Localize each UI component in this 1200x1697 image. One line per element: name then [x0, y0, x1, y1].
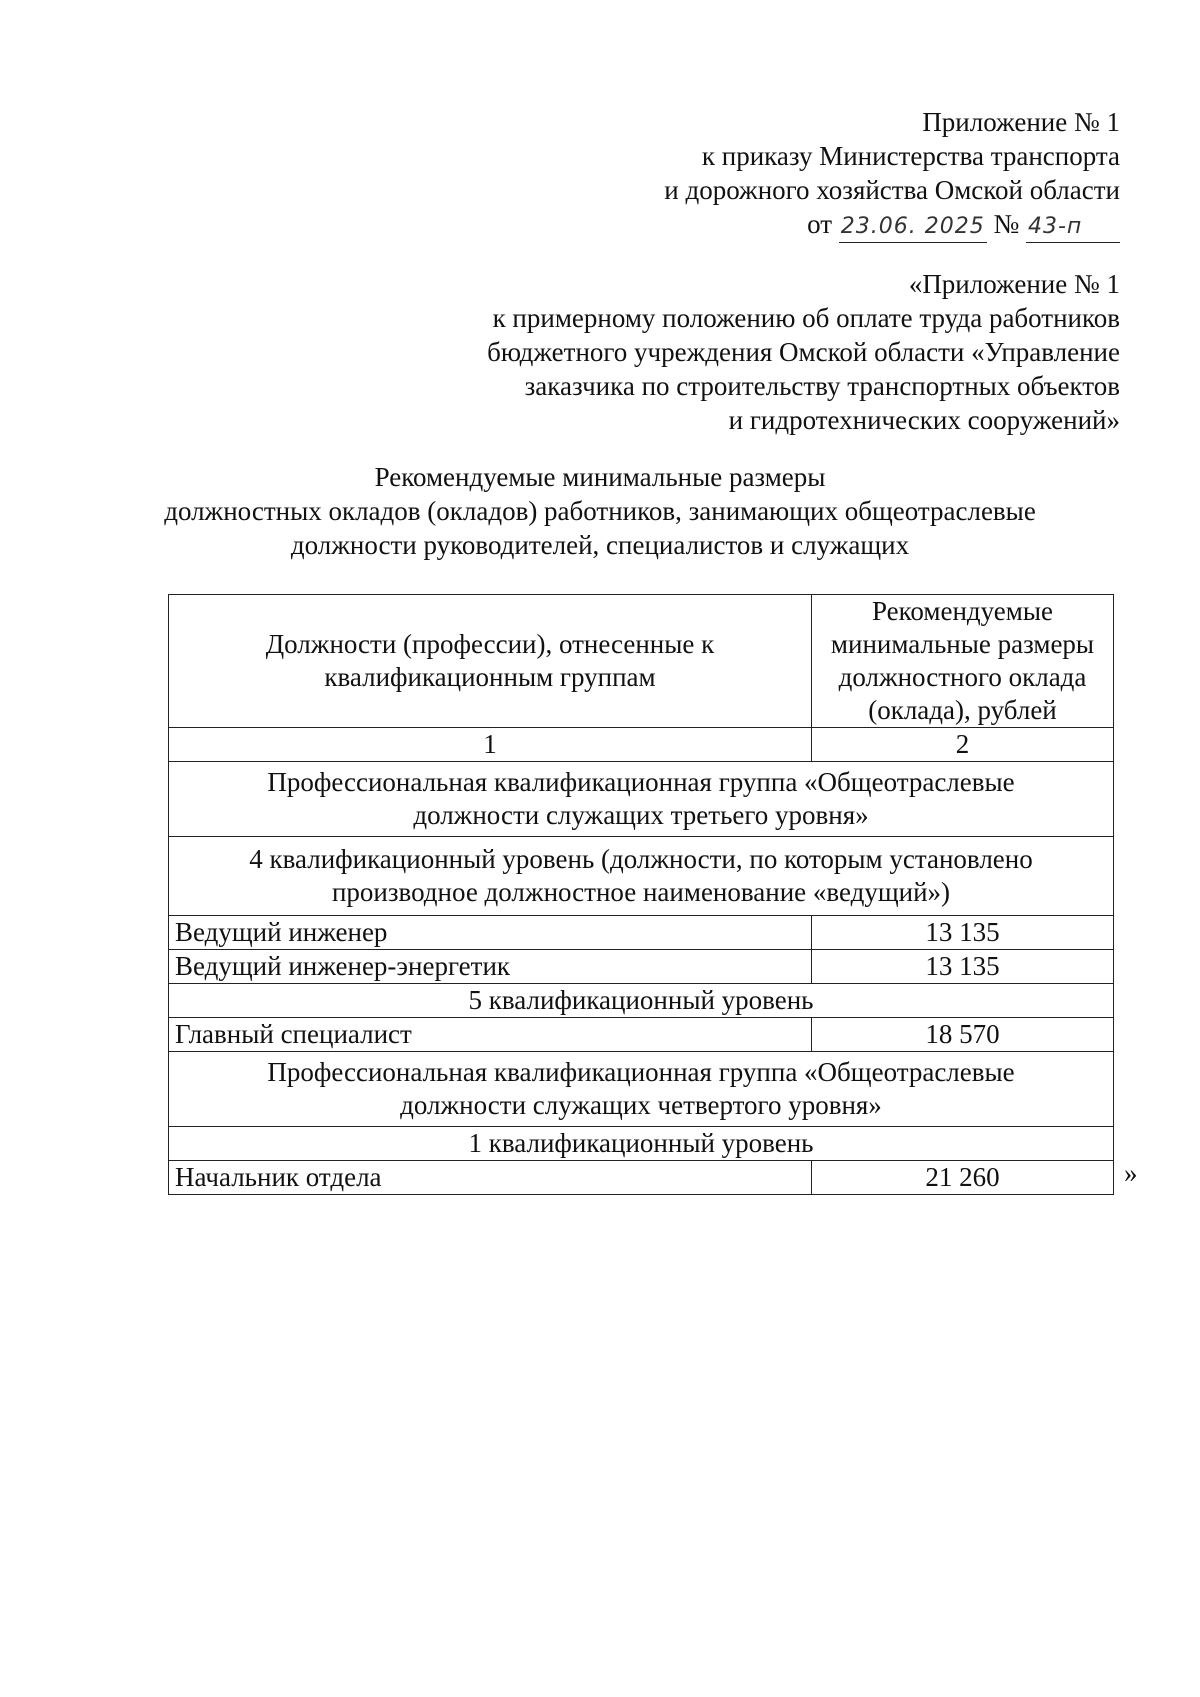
- salary-cell: 13 135: [812, 950, 1114, 984]
- position-cell: Ведущий инженер-энергетик: [169, 950, 812, 984]
- qualification-level-1: 1 квалификационный уровень: [169, 1127, 1114, 1161]
- inner-appendix-line-2: к примерному положению об оплате труда работников: [492, 303, 1120, 333]
- table-row: [169, 984, 1114, 1018]
- appendix-header: [664, 105, 1120, 243]
- column-number-row: [169, 728, 1114, 762]
- title-line-2: должностных окладов (окладов) работников, занимающих общеотраслевые: [164, 496, 1036, 526]
- col1-number: 1: [169, 728, 812, 762]
- inner-appendix-line-4: заказчика по строительству транспортных объектов: [524, 371, 1120, 401]
- position-cell: Главный специалист: [169, 1018, 812, 1052]
- table-row: [169, 1127, 1114, 1161]
- document-title: [160, 460, 1040, 562]
- closing-quote: »: [1124, 1158, 1138, 1188]
- col2-header: Рекомендуемые минимальные размеры должностного оклада (оклада), рублей: [812, 595, 1114, 728]
- salary-cell: 13 135: [812, 916, 1114, 950]
- title-line-1: Рекомендуемые минимальные размеры: [374, 462, 826, 492]
- position-cell: Ведущий инженер: [169, 916, 812, 950]
- col2-number: 2: [812, 728, 1114, 762]
- appendix-ministry-line: и дорожного хозяйства Омской области: [664, 175, 1120, 205]
- number-prefix: №: [993, 209, 1020, 239]
- appendix-order-line: к приказу Министерства транспорта: [701, 141, 1120, 171]
- appendix-date-line: [664, 207, 1120, 243]
- inner-appendix-line-1: «Приложение № 1: [908, 269, 1120, 299]
- order-number: 43-п: [1026, 212, 1120, 243]
- inner-appendix-line-5: и гидротехнических сооружений»: [728, 405, 1120, 435]
- table-row: [169, 950, 1114, 984]
- qualification-level-5: 5 квалификационный уровень: [169, 984, 1114, 1018]
- col1-header: Должности (профессии), отнесенные к квалификационным группам: [169, 595, 812, 728]
- table-row: [169, 1052, 1114, 1127]
- table-row: [169, 1161, 1114, 1195]
- salary-cell: 21 260: [812, 1161, 1114, 1195]
- order-date: 23.06. 2025: [839, 212, 987, 243]
- date-prefix: от: [807, 209, 833, 239]
- salary-table: [168, 594, 1114, 1195]
- table-header-row: [169, 595, 1114, 728]
- position-cell: Начальник отдела: [169, 1161, 812, 1195]
- qualification-level-4: 4 квалификационный уровень (должности, по которым установлено производное должностное наименование «ведущий»): [169, 837, 1114, 916]
- group-third-level: Профессиональная квалификационная группа «Общеотраслевые должности служащих третьего уровня»: [169, 762, 1114, 837]
- inner-appendix-line-3: бюджетного учреждения Омской области «Управление: [487, 337, 1120, 367]
- table-row: [169, 837, 1114, 916]
- inner-appendix-header: [487, 267, 1120, 437]
- table-row: [169, 916, 1114, 950]
- table-row: [169, 1018, 1114, 1052]
- title-line-3: должности руководителей, специалистов и служащих: [290, 530, 910, 560]
- appendix-title: Приложение № 1: [922, 107, 1120, 137]
- table-row: [169, 762, 1114, 837]
- salary-cell: 18 570: [812, 1018, 1114, 1052]
- group-fourth-level: Профессиональная квалификационная группа «Общеотраслевые должности служащих четвертого уровня»: [169, 1052, 1114, 1127]
